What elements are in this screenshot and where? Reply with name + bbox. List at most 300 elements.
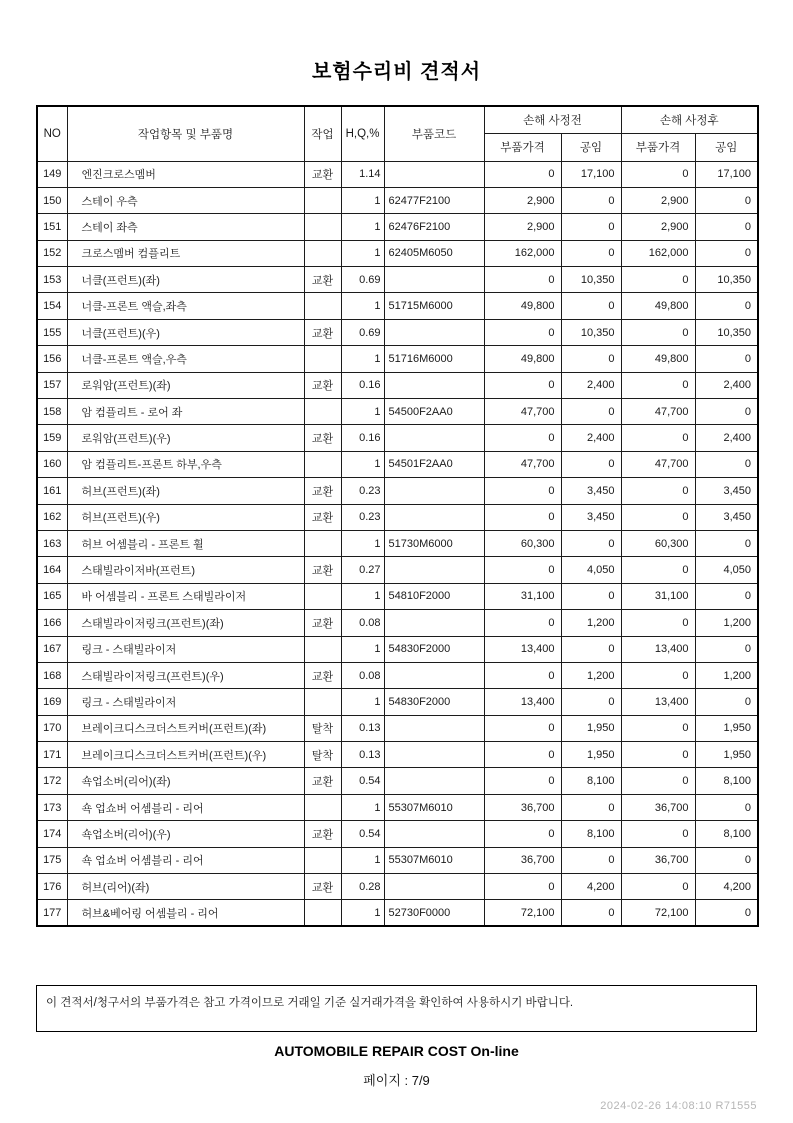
cell-labor-after: 1,200 — [695, 662, 758, 688]
cell-part-code: 54830F2000 — [384, 636, 484, 662]
table-row — [37, 530, 758, 556]
col-header-no: NO — [37, 106, 67, 161]
cell-price-before: 72,100 — [484, 900, 561, 926]
cell-no: 156 — [37, 346, 67, 372]
cell-item-name: 너클-프론트 액슬,우측 — [67, 346, 304, 372]
cell-price-before: 0 — [484, 662, 561, 688]
table-row — [37, 214, 758, 240]
cell-hq: 1 — [341, 346, 384, 372]
cell-work-type: 탈착 — [304, 715, 341, 741]
table-row — [37, 187, 758, 213]
cell-price-after: 36,700 — [621, 847, 695, 873]
table-row — [37, 319, 758, 345]
cell-work-type: 교환 — [304, 425, 341, 451]
cell-hq: 0.69 — [341, 319, 384, 345]
cell-price-before: 0 — [484, 319, 561, 345]
print-timestamp: 2024-02-26 14:08:10 R71555 — [600, 1100, 757, 1112]
cell-item-name: 크로스멤버 컴플리트 — [67, 240, 304, 266]
cell-item-name: 스태빌라이저링크(프런트)(우) — [67, 662, 304, 688]
table-row — [37, 742, 758, 768]
col-header-hq: H,Q,% — [341, 106, 384, 161]
cell-price-before: 2,900 — [484, 214, 561, 240]
cell-hq: 1.14 — [341, 161, 384, 187]
col-header-labor-before: 공임 — [561, 133, 621, 161]
cell-hq: 1 — [341, 187, 384, 213]
table-row — [37, 425, 758, 451]
cell-item-name: 암 컴플리트 - 로어 좌 — [67, 399, 304, 425]
cell-price-before: 13,400 — [484, 689, 561, 715]
cell-no: 154 — [37, 293, 67, 319]
cell-part-code: 51715M6000 — [384, 293, 484, 319]
cell-work-type — [304, 293, 341, 319]
cell-price-after: 49,800 — [621, 293, 695, 319]
cell-part-code — [384, 821, 484, 847]
cell-price-after: 0 — [621, 504, 695, 530]
cell-price-before: 60,300 — [484, 530, 561, 556]
cell-labor-before: 0 — [561, 583, 621, 609]
cell-no: 159 — [37, 425, 67, 451]
cell-price-after: 0 — [621, 874, 695, 900]
cell-part-code — [384, 319, 484, 345]
cell-labor-after: 8,100 — [695, 821, 758, 847]
col-group-after: 손해 사정후 — [621, 106, 758, 133]
cell-no: 162 — [37, 504, 67, 530]
cell-labor-after: 10,350 — [695, 267, 758, 293]
cell-labor-before: 10,350 — [561, 319, 621, 345]
estimate-table-body — [37, 161, 758, 926]
cell-labor-before: 0 — [561, 346, 621, 372]
cell-price-after: 162,000 — [621, 240, 695, 266]
cell-price-after: 0 — [621, 372, 695, 398]
cell-no: 167 — [37, 636, 67, 662]
cell-labor-before: 1,200 — [561, 610, 621, 636]
cell-part-code: 54830F2000 — [384, 689, 484, 715]
cell-no: 168 — [37, 662, 67, 688]
table-row — [37, 293, 758, 319]
cell-item-name: 스테이 우측 — [67, 187, 304, 213]
cell-hq: 0.08 — [341, 662, 384, 688]
cell-price-after: 0 — [621, 662, 695, 688]
table-row — [37, 267, 758, 293]
cell-labor-before: 0 — [561, 187, 621, 213]
cell-work-type: 교환 — [304, 874, 341, 900]
cell-price-after: 72,100 — [621, 900, 695, 926]
cell-item-name: 링크 - 스태빌라이저 — [67, 689, 304, 715]
cell-part-code: 51730M6000 — [384, 530, 484, 556]
cell-no: 177 — [37, 900, 67, 926]
cell-part-code — [384, 742, 484, 768]
cell-part-code — [384, 478, 484, 504]
cell-labor-after: 2,400 — [695, 425, 758, 451]
estimate-table — [36, 105, 759, 927]
cell-work-type — [304, 583, 341, 609]
table-row — [37, 715, 758, 741]
cell-part-code: 62405M6050 — [384, 240, 484, 266]
page-title: 보험수리비 견적서 — [311, 61, 482, 83]
cell-part-code — [384, 874, 484, 900]
cell-price-before: 0 — [484, 715, 561, 741]
cell-labor-after: 0 — [695, 583, 758, 609]
cell-no: 160 — [37, 451, 67, 477]
table-row — [37, 900, 758, 926]
cell-labor-before: 4,050 — [561, 557, 621, 583]
cell-item-name: 허브(프런트)(우) — [67, 504, 304, 530]
cell-price-before: 0 — [484, 478, 561, 504]
cell-item-name: 로워암(프런트)(좌) — [67, 372, 304, 398]
col-header-part-price-after: 부품가격 — [621, 133, 695, 161]
cell-item-name: 쇽업소버(리어)(좌) — [67, 768, 304, 794]
cell-labor-before: 0 — [561, 451, 621, 477]
cell-price-before: 162,000 — [484, 240, 561, 266]
cell-price-after: 13,400 — [621, 636, 695, 662]
cell-no: 170 — [37, 715, 67, 741]
cell-item-name: 엔진크로스멤버 — [67, 161, 304, 187]
cell-item-name: 허브(리어)(좌) — [67, 874, 304, 900]
table-row — [37, 874, 758, 900]
cell-price-after: 2,900 — [621, 214, 695, 240]
cell-no: 175 — [37, 847, 67, 873]
cell-price-before: 0 — [484, 610, 561, 636]
cell-work-type — [304, 240, 341, 266]
cell-price-after: 0 — [621, 267, 695, 293]
cell-labor-after: 4,050 — [695, 557, 758, 583]
cell-price-after: 0 — [621, 610, 695, 636]
cell-item-name: 쇽 업쇼버 어셈블리 - 리어 — [67, 794, 304, 820]
cell-price-before: 0 — [484, 557, 561, 583]
table-row — [37, 161, 758, 187]
cell-price-after: 0 — [621, 478, 695, 504]
cell-work-type: 교환 — [304, 662, 341, 688]
cell-labor-after: 1,950 — [695, 742, 758, 768]
cell-price-after: 0 — [621, 768, 695, 794]
cell-labor-before: 0 — [561, 214, 621, 240]
cell-work-type — [304, 399, 341, 425]
cell-work-type — [304, 187, 341, 213]
cell-hq: 1 — [341, 399, 384, 425]
cell-labor-after: 0 — [695, 399, 758, 425]
cell-labor-after: 0 — [695, 240, 758, 266]
cell-work-type: 교환 — [304, 504, 341, 530]
cell-labor-after: 0 — [695, 900, 758, 926]
cell-part-code: 54500F2AA0 — [384, 399, 484, 425]
brand-line: AUTOMOBILE REPAIR COST On-line — [274, 1043, 519, 1059]
cell-labor-after: 0 — [695, 530, 758, 556]
cell-hq: 1 — [341, 240, 384, 266]
cell-price-before: 13,400 — [484, 636, 561, 662]
cell-item-name: 바 어셈블리 - 프론트 스태빌라이저 — [67, 583, 304, 609]
cell-item-name: 쇽업소버(리어)(우) — [67, 821, 304, 847]
cell-part-code — [384, 161, 484, 187]
cell-hq: 0.54 — [341, 821, 384, 847]
table-row — [37, 372, 758, 398]
cell-part-code — [384, 662, 484, 688]
cell-labor-after: 10,350 — [695, 319, 758, 345]
cell-price-after: 36,700 — [621, 794, 695, 820]
table-row — [37, 662, 758, 688]
cell-work-type: 교환 — [304, 319, 341, 345]
table-row — [37, 557, 758, 583]
cell-work-type — [304, 346, 341, 372]
cell-price-after: 0 — [621, 425, 695, 451]
cell-labor-before: 0 — [561, 847, 621, 873]
cell-price-after: 0 — [621, 821, 695, 847]
cell-hq: 1 — [341, 689, 384, 715]
cell-labor-before: 0 — [561, 900, 621, 926]
cell-price-before: 0 — [484, 742, 561, 768]
table-row — [37, 240, 758, 266]
table-row — [37, 689, 758, 715]
cell-part-code — [384, 715, 484, 741]
cell-labor-before: 1,200 — [561, 662, 621, 688]
cell-work-type: 탈착 — [304, 742, 341, 768]
cell-no: 161 — [37, 478, 67, 504]
cell-part-code — [384, 267, 484, 293]
col-group-before: 손해 사정전 — [484, 106, 621, 133]
cell-item-name: 허브(프런트)(좌) — [67, 478, 304, 504]
cell-price-after: 0 — [621, 742, 695, 768]
cell-labor-before: 2,400 — [561, 372, 621, 398]
table-row — [37, 504, 758, 530]
cell-price-after: 47,700 — [621, 451, 695, 477]
cell-no: 166 — [37, 610, 67, 636]
cell-price-before: 0 — [484, 821, 561, 847]
cell-price-before: 0 — [484, 425, 561, 451]
cell-labor-before: 8,100 — [561, 821, 621, 847]
cell-labor-after: 0 — [695, 636, 758, 662]
cell-price-after: 0 — [621, 715, 695, 741]
cell-price-after: 60,300 — [621, 530, 695, 556]
col-header-part-code: 부품코드 — [384, 106, 484, 161]
cell-work-type: 교환 — [304, 768, 341, 794]
cell-part-code: 54810F2000 — [384, 583, 484, 609]
cell-labor-before: 0 — [561, 794, 621, 820]
cell-hq: 1 — [341, 847, 384, 873]
cell-part-code: 55307M6010 — [384, 794, 484, 820]
cell-no: 153 — [37, 267, 67, 293]
table-row — [37, 768, 758, 794]
cell-price-after: 13,400 — [621, 689, 695, 715]
col-header-part-price-before: 부품가격 — [484, 133, 561, 161]
cell-price-before: 31,100 — [484, 583, 561, 609]
cell-work-type: 교환 — [304, 557, 341, 583]
cell-price-before: 0 — [484, 267, 561, 293]
cell-no: 157 — [37, 372, 67, 398]
cell-price-after: 0 — [621, 319, 695, 345]
cell-work-type — [304, 451, 341, 477]
cell-price-after: 0 — [621, 161, 695, 187]
cell-labor-after: 1,950 — [695, 715, 758, 741]
table-row — [37, 346, 758, 372]
cell-work-type — [304, 636, 341, 662]
cell-price-before: 0 — [484, 372, 561, 398]
cell-item-name: 암 컴플리트-프론트 하부,우측 — [67, 451, 304, 477]
cell-price-before: 47,700 — [484, 399, 561, 425]
estimate-table-head — [37, 106, 758, 161]
cell-hq: 1 — [341, 794, 384, 820]
col-header-item: 작업항목 및 부품명 — [67, 106, 304, 161]
cell-price-before: 2,900 — [484, 187, 561, 213]
table-row — [37, 821, 758, 847]
cell-labor-before: 0 — [561, 689, 621, 715]
cell-price-after: 49,800 — [621, 346, 695, 372]
cell-hq: 1 — [341, 293, 384, 319]
cell-no: 174 — [37, 821, 67, 847]
cell-labor-before: 1,950 — [561, 715, 621, 741]
cell-hq: 0.27 — [341, 557, 384, 583]
cell-no: 150 — [37, 187, 67, 213]
table-row — [37, 794, 758, 820]
cell-hq: 0.69 — [341, 267, 384, 293]
cell-labor-after: 1,200 — [695, 610, 758, 636]
cell-part-code: 62476F2100 — [384, 214, 484, 240]
cell-hq: 0.16 — [341, 372, 384, 398]
cell-part-code: 62477F2100 — [384, 187, 484, 213]
cell-no: 158 — [37, 399, 67, 425]
table-row — [37, 583, 758, 609]
cell-no: 173 — [37, 794, 67, 820]
cell-work-type: 교환 — [304, 161, 341, 187]
notice-text: 이 견적서/청구서의 부품가격은 참고 가격이므로 거래일 기준 실거래가격을 확인하여 사용하시기 바랍니다. — [46, 997, 574, 1009]
cell-no: 164 — [37, 557, 67, 583]
cell-price-after: 31,100 — [621, 583, 695, 609]
cell-item-name: 너클-프론트 액슬,좌측 — [67, 293, 304, 319]
cell-hq: 1 — [341, 636, 384, 662]
col-header-labor-after: 공임 — [695, 133, 758, 161]
cell-work-type: 교환 — [304, 372, 341, 398]
cell-hq: 0.28 — [341, 874, 384, 900]
cell-no: 169 — [37, 689, 67, 715]
cell-hq: 0.13 — [341, 742, 384, 768]
cell-labor-before: 3,450 — [561, 478, 621, 504]
notice-box — [36, 985, 757, 1032]
cell-labor-after: 8,100 — [695, 768, 758, 794]
cell-work-type — [304, 689, 341, 715]
cell-labor-after: 0 — [695, 794, 758, 820]
cell-hq: 0.16 — [341, 425, 384, 451]
cell-labor-after: 0 — [695, 689, 758, 715]
cell-no: 151 — [37, 214, 67, 240]
cell-part-code: 54501F2AA0 — [384, 451, 484, 477]
cell-labor-before: 10,350 — [561, 267, 621, 293]
cell-hq: 0.23 — [341, 478, 384, 504]
header-row-1 — [37, 106, 758, 133]
cell-labor-before: 0 — [561, 636, 621, 662]
cell-part-code — [384, 610, 484, 636]
cell-price-before: 0 — [484, 768, 561, 794]
cell-no: 176 — [37, 874, 67, 900]
cell-hq: 1 — [341, 451, 384, 477]
cell-hq: 0.08 — [341, 610, 384, 636]
cell-part-code — [384, 425, 484, 451]
cell-hq: 1 — [341, 583, 384, 609]
cell-labor-after: 0 — [695, 293, 758, 319]
table-row — [37, 478, 758, 504]
cell-work-type: 교환 — [304, 267, 341, 293]
cell-labor-after: 0 — [695, 214, 758, 240]
cell-labor-before: 2,400 — [561, 425, 621, 451]
cell-item-name: 스태빌라이저바(프런트) — [67, 557, 304, 583]
cell-labor-after: 3,450 — [695, 504, 758, 530]
cell-labor-after: 0 — [695, 346, 758, 372]
cell-labor-before: 4,200 — [561, 874, 621, 900]
cell-labor-after: 4,200 — [695, 874, 758, 900]
table-row — [37, 847, 758, 873]
cell-price-before: 36,700 — [484, 847, 561, 873]
cell-no: 163 — [37, 530, 67, 556]
cell-part-code — [384, 504, 484, 530]
cell-part-code: 51716M6000 — [384, 346, 484, 372]
cell-no: 155 — [37, 319, 67, 345]
cell-work-type: 교환 — [304, 478, 341, 504]
cell-hq: 0.13 — [341, 715, 384, 741]
col-header-work: 작업 — [304, 106, 341, 161]
cell-work-type — [304, 900, 341, 926]
cell-price-before: 47,700 — [484, 451, 561, 477]
table-row — [37, 610, 758, 636]
cell-price-before: 49,800 — [484, 346, 561, 372]
cell-labor-before: 17,100 — [561, 161, 621, 187]
cell-price-before: 0 — [484, 161, 561, 187]
cell-labor-before: 0 — [561, 293, 621, 319]
cell-work-type: 교환 — [304, 610, 341, 636]
cell-part-code — [384, 557, 484, 583]
cell-no: 172 — [37, 768, 67, 794]
cell-labor-before: 0 — [561, 530, 621, 556]
cell-labor-before: 3,450 — [561, 504, 621, 530]
cell-labor-after: 0 — [695, 847, 758, 873]
cell-labor-after: 2,400 — [695, 372, 758, 398]
cell-work-type — [304, 794, 341, 820]
cell-item-name: 링크 - 스태빌라이저 — [67, 636, 304, 662]
cell-item-name: 브레이크디스크더스트커버(프런트)(좌) — [67, 715, 304, 741]
cell-work-type: 교환 — [304, 821, 341, 847]
cell-labor-before: 1,950 — [561, 742, 621, 768]
cell-price-after: 2,900 — [621, 187, 695, 213]
cell-item-name: 로워암(프런트)(우) — [67, 425, 304, 451]
cell-labor-after: 0 — [695, 451, 758, 477]
cell-labor-before: 0 — [561, 399, 621, 425]
table-row — [37, 636, 758, 662]
cell-item-name: 너클(프런트)(우) — [67, 319, 304, 345]
cell-work-type — [304, 214, 341, 240]
cell-item-name: 쇽 업쇼버 어셈블리 - 리어 — [67, 847, 304, 873]
cell-labor-before: 8,100 — [561, 768, 621, 794]
cell-labor-after: 0 — [695, 187, 758, 213]
cell-item-name: 스태빌라이저링크(프런트)(좌) — [67, 610, 304, 636]
cell-part-code: 55307M6010 — [384, 847, 484, 873]
cell-item-name: 스테이 좌측 — [67, 214, 304, 240]
table-row — [37, 399, 758, 425]
cell-part-code — [384, 372, 484, 398]
cell-labor-after: 3,450 — [695, 478, 758, 504]
cell-price-before: 0 — [484, 874, 561, 900]
cell-no: 149 — [37, 161, 67, 187]
cell-work-type — [304, 847, 341, 873]
cell-price-before: 49,800 — [484, 293, 561, 319]
cell-hq: 1 — [341, 214, 384, 240]
cell-price-after: 47,700 — [621, 399, 695, 425]
cell-no: 165 — [37, 583, 67, 609]
cell-hq: 1 — [341, 530, 384, 556]
cell-item-name: 허브&베어링 어셈블리 - 리어 — [67, 900, 304, 926]
cell-price-before: 0 — [484, 504, 561, 530]
cell-labor-before: 0 — [561, 240, 621, 266]
cell-work-type — [304, 530, 341, 556]
cell-price-after: 0 — [621, 557, 695, 583]
cell-item-name: 브레이크디스크더스트커버(프런트)(우) — [67, 742, 304, 768]
cell-item-name: 너클(프런트)(좌) — [67, 267, 304, 293]
table-row — [37, 451, 758, 477]
